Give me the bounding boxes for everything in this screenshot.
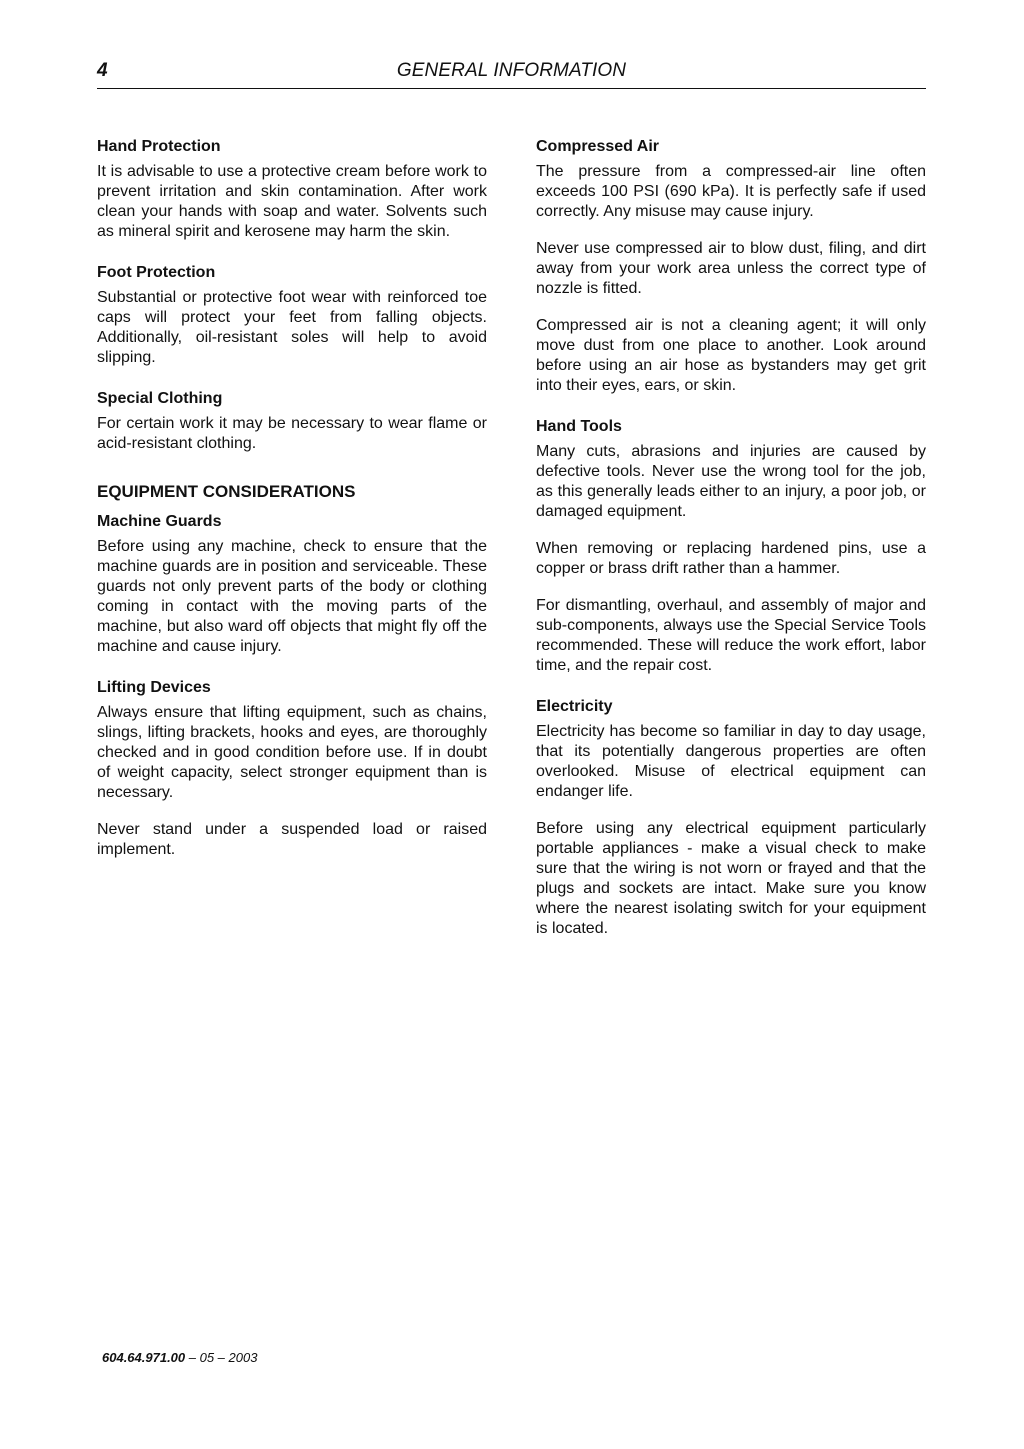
- heading-hand-protection: Hand Protection: [97, 138, 221, 155]
- heading-compressed-air: Compressed Air: [536, 138, 659, 155]
- page-footer: [102, 1350, 257, 1366]
- heading-foot-protection: Foot Protection: [97, 264, 216, 281]
- paragraph: Before using any electrical equipment particularly portable appliances - make a visual check to make sure that the wiring is not worn or frayed and that the plugs and sockets are intact. Make sure you know where the nearest isolating switch for your equipment is located.: [536, 820, 926, 937]
- section-foot-protection: [97, 263, 487, 368]
- section-compressed-air: [536, 137, 926, 396]
- section-lifting-devices: [97, 678, 487, 860]
- paragraph: When removing or replacing hardened pins, use a copper or brass drift rather than a hammer.: [536, 540, 926, 577]
- heading-machine-guards: Machine Guards: [97, 513, 222, 530]
- paragraph: Substantial or protective foot wear with reinforced toe caps will protect your feet from falling objects. Additionally, oil-resistant soles will help to avoid slipping.: [97, 289, 487, 366]
- paragraph: The pressure from a compressed-air line often exceeds 100 PSI (690 kPa). It is perfectly safe if used correctly. Any misuse may cause injury.: [536, 163, 926, 220]
- paragraph: Before using any machine, check to ensure that the machine guards are in position and serviceable. These guards not only prevent parts of the body or clothing coming in contact with the moving parts of the machine, but also ward off objects that might fly off the machine and cause injury.: [97, 538, 487, 655]
- paragraph: Never use compressed air to blow dust, filing, and dirt away from your work area unless the correct type of nozzle is fitted.: [536, 240, 926, 297]
- paragraph: Electricity has become so familiar in day to day usage, that its potentially dangerous properties are often overlooked. Misuse of electrical equipment can endanger life.: [536, 723, 926, 800]
- heading-electricity: Electricity: [536, 698, 613, 715]
- heading-equipment-considerations: EQUIPMENT CONSIDERATIONS: [97, 482, 356, 501]
- paragraph: Compressed air is not a cleaning agent; it will only move dust from one place to another. Look around before using an air hose as bystanders may get grit into their eyes, ears, or skin.: [536, 317, 926, 394]
- page-header: [97, 58, 926, 89]
- paragraph: Always ensure that lifting equipment, such as chains, slings, lifting brackets, hooks and eyes, are thoroughly checked and in good condition before use. If in doubt of weight capacity, select stronger equipment than is necessary.: [97, 704, 487, 801]
- page-number: 4: [97, 60, 108, 81]
- paragraph: It is advisable to use a protective cream before work to prevent irritation and skin contamination. After work clean your hands with soap and water. Solvents such as mineral spirit and kerosene may harm the skin.: [97, 163, 487, 240]
- section-machine-guards: [97, 512, 487, 657]
- document-code: 604.64.971.00: [102, 1350, 186, 1365]
- section-electricity: [536, 697, 926, 939]
- right-column: [536, 137, 926, 960]
- heading-hand-tools: Hand Tools: [536, 418, 622, 435]
- section-hand-protection: [97, 137, 487, 242]
- document-date: – 05 – 2003: [185, 1350, 258, 1365]
- left-column: [97, 137, 487, 881]
- heading-lifting-devices: Lifting Devices: [97, 679, 211, 696]
- running-title: GENERAL INFORMATION: [396, 60, 627, 81]
- section-special-clothing: [97, 389, 487, 454]
- paragraph: For certain work it may be necessary to wear flame or acid-resistant clothing.: [97, 415, 487, 452]
- paragraph: For dismantling, overhaul, and assembly of major and sub-components, always use the Special Service Tools recommended. These will reduce the work effort, labor time, and the repair cost.: [536, 597, 926, 674]
- section-hand-tools: [536, 417, 926, 676]
- heading-special-clothing: Special Clothing: [97, 390, 223, 407]
- paragraph: Many cuts, abrasions and injuries are caused by defective tools. Never use the wrong tool for the job, as this generally leads either to an injury, a poor job, or damaged equipment.: [536, 443, 926, 520]
- paragraph: Never stand under a suspended load or raised implement.: [97, 821, 487, 858]
